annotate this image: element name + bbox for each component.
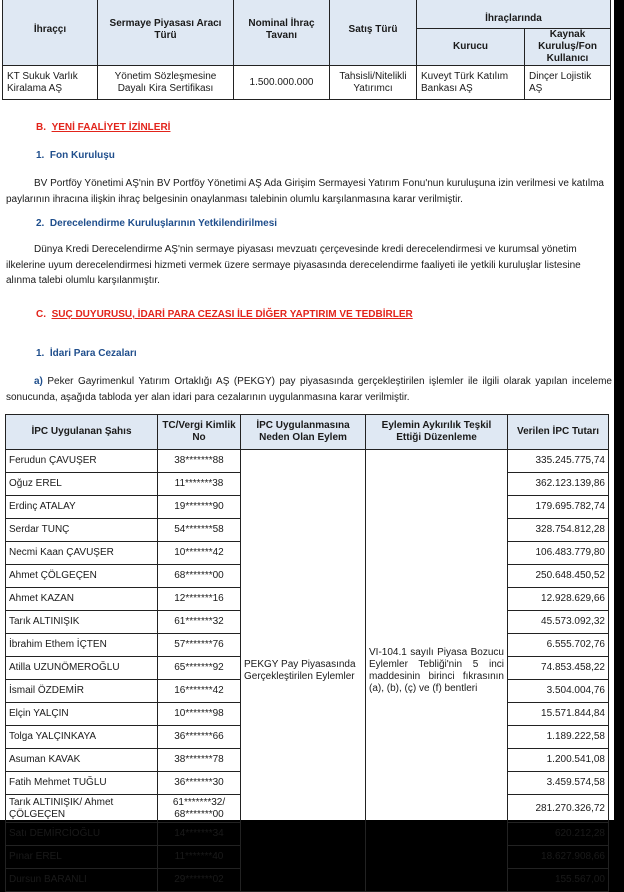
penalty-amount: 328.754.812,28: [508, 519, 609, 542]
person-id: 68*******00: [158, 565, 241, 588]
cell-sale-type: Tahsisli/Nitelikli Yatırımcı: [330, 66, 417, 100]
person-id: 65*******92: [158, 657, 241, 680]
person-id: 36*******66: [158, 726, 241, 749]
person-id: 10*******42: [158, 542, 241, 565]
person-name: Tolga YALÇINKAYA: [6, 726, 158, 749]
header-amount: Verilen İPC Tutarı: [508, 415, 609, 450]
issuance-row: [3, 66, 611, 100]
penalty-amount: 281.270.326,72: [508, 795, 609, 823]
fines-heading-number: 1.: [36, 348, 45, 359]
penalty-amount: 155.567,00: [508, 869, 609, 892]
person-name: Pınar EREL: [6, 846, 158, 869]
person-id: 19*******90: [158, 496, 241, 519]
table-row: [6, 450, 609, 473]
penalty-amount: 335.245.775,74: [508, 450, 609, 473]
fund-heading-number: 1.: [36, 150, 45, 161]
person-name: Serdar TUNÇ: [6, 519, 158, 542]
rating-heading-number: 2.: [36, 218, 45, 229]
rating-heading-title: Derecelendirme Kuruluşlarının Yetkilendirilmesi: [49, 218, 278, 229]
person-id: 11*******40: [158, 846, 241, 869]
penalty-amount: 1.200.541,08: [508, 749, 609, 772]
regulation-cell: VI-104.1 sayılı Piyasa Bozucu Eylemler Tebliği'nin 5 inci maddesinin birinci fıkrasının (a), (b), (ç) ve (f) bentleri: [366, 450, 508, 892]
header-id: TC/Vergi Kimlik No: [158, 415, 241, 450]
header-founder: Kurucu: [417, 29, 525, 66]
penalty-amount: 6.555.702,76: [508, 634, 609, 657]
person-name: Oğuz EREL: [6, 473, 158, 496]
person-name: Asuman KAVAK: [6, 749, 158, 772]
person-id: 36*******30: [158, 772, 241, 795]
person-name: Tarık ALTINIŞIK: [6, 611, 158, 634]
person-name: Necmi Kaan ÇAVUŞER: [6, 542, 158, 565]
penalty-amount: 18.627.908,66: [508, 846, 609, 869]
penalty-amount: 179.695.782,74: [508, 496, 609, 519]
header-issuer: İhraççı: [3, 0, 98, 66]
fines-paragraph: [6, 374, 612, 405]
header-instrument: Sermaye Piyasası Aracı Türü: [98, 0, 234, 66]
cell-source: Dinçer Lojistik AŞ: [525, 66, 611, 100]
fines-paragraph-text: Peker Gayrimenkul Yatırım Ortaklığı AŞ (PEKGY) pay piyasasında gerçekleştirilen işlemler ile ilgili olarak yapılan inceleme sonucunda, aşağıda tabloda yer alan idari para cezalarının uygulanmasına karar verilmiştir.: [6, 376, 612, 403]
fines-paragraph-label: a): [34, 376, 43, 387]
person-name: Tarık ALTINIŞIK/ Ahmet ÇÖLGEÇEN: [6, 795, 158, 823]
penalty-amount: 15.571.844,84: [508, 703, 609, 726]
person-id: 38*******78: [158, 749, 241, 772]
person-id: 57*******76: [158, 634, 241, 657]
penalty-amount: 250.648.450,52: [508, 565, 609, 588]
person-id: 11*******38: [158, 473, 241, 496]
penalty-amount: 362.123.139,86: [508, 473, 609, 496]
person-id: 54*******58: [158, 519, 241, 542]
person-id: 10*******98: [158, 703, 241, 726]
person-name: Atilla UZUNÖMEROĞLU: [6, 657, 158, 680]
cell-nominal: 1.500.000.000: [234, 66, 330, 100]
penalty-table: [5, 414, 609, 892]
penalty-amount: 74.853.458,22: [508, 657, 609, 680]
section-c-title: SUÇ DUYURUSU, İDARİ PARA CEZASI İLE DİĞER YAPTIRIM VE TEDBİRLER: [51, 309, 413, 320]
person-name: Elçin YALÇIN: [6, 703, 158, 726]
person-name: Ahmet KAZAN: [6, 588, 158, 611]
fines-heading: [36, 348, 137, 359]
person-name: Dursun BARANLI: [6, 869, 158, 892]
penalty-amount: 12.928.629,66: [508, 588, 609, 611]
section-b-title: YENİ FAALİYET İZİNLERİ: [51, 122, 171, 133]
person-name: Erdinç ATALAY: [6, 496, 158, 519]
person-name: Satı DEMİRCİOĞLU: [6, 823, 158, 846]
rating-heading: [36, 218, 277, 229]
header-nominal: Nominal İhraç Tavanı: [234, 0, 330, 66]
section-c-heading: [36, 309, 413, 320]
person-id: 12*******16: [158, 588, 241, 611]
cell-instrument: Yönetim Sözleşmesine Dayalı Kira Sertifikası: [98, 66, 234, 100]
penalty-amount: 1.189.222,58: [508, 726, 609, 749]
person-name: Ahmet ÇÖLGEÇEN: [6, 565, 158, 588]
section-b-heading: [36, 122, 170, 133]
header-source: Kaynak Kuruluş/Fon Kullanıcı: [525, 29, 611, 66]
section-c-letter: C.: [36, 309, 46, 320]
header-issuances: İhraçlarında: [417, 0, 611, 29]
penalty-amount: 45.573.092,32: [508, 611, 609, 634]
person-id: 38*******88: [158, 450, 241, 473]
person-name: İsmail ÖZDEMİR: [6, 680, 158, 703]
person-name: Fatih Mehmet TUĞLU: [6, 772, 158, 795]
person-name: İbrahim Ethem İÇTEN: [6, 634, 158, 657]
person-id: 61*******32: [158, 611, 241, 634]
section-b-letter: B.: [36, 122, 46, 133]
penalty-amount: 3.459.574,58: [508, 772, 609, 795]
penalty-amount: 3.504.004,76: [508, 680, 609, 703]
person-id: 29*******02: [158, 869, 241, 892]
person-id: 16*******42: [158, 680, 241, 703]
person-name: Ferudun ÇAVUŞER: [6, 450, 158, 473]
header-sale-type: Satış Türü: [330, 0, 417, 66]
fines-heading-title: İdari Para Cezaları: [49, 348, 137, 359]
cell-founder: Kuveyt Türk Katılım Bankası AŞ: [417, 66, 525, 100]
header-person: İPC Uygulanan Şahıs: [6, 415, 158, 450]
cell-issuer: KT Sukuk Varlık Kiralama AŞ: [3, 66, 98, 100]
person-id: 14*******34: [158, 823, 241, 846]
penalty-amount: 620.212,28: [508, 823, 609, 846]
rating-paragraph: Dünya Kredi Derecelendirme AŞ'nin sermaye piyasası mevzuatı çerçevesinde kredi derecelendirmesi ve kurumsal yönetim ilkelerine uyum derecelendirmesi hizmeti vermek üzere sermaye piyasasında derecelendirme faaliyeti ile yetkili kuruluşlar listesine alınma talebi olumlu karşılanmıştır.: [6, 244, 581, 286]
fund-heading: [36, 150, 115, 161]
act-cell: PEKGY Pay Piyasasında Gerçekleştirilen Eylemler: [241, 450, 366, 892]
penalty-amount: 106.483.779,80: [508, 542, 609, 565]
issuance-table: [2, 0, 611, 100]
header-regulation: Eylemin Aykırılık Teşkil Ettiği Düzenleme: [366, 415, 508, 450]
person-id: 61*******32/ 68*******00: [158, 795, 241, 823]
fund-paragraph: BV Portföy Yönetimi AŞ'nin BV Portföy Yönetimi AŞ Ada Girişim Sermayesi Yatırım Fonu'nun kuruluşuna izin verilmesi ve katılma paylarının ihracına ilişkin ihraç belgesinin onaylanması talebinin olumlu karşılanmasına karar verilmiştir.: [6, 178, 604, 205]
fund-heading-title: Fon Kuruluşu: [49, 150, 115, 161]
header-act: İPC Uygulanmasına Neden Olan Eylem: [241, 415, 366, 450]
